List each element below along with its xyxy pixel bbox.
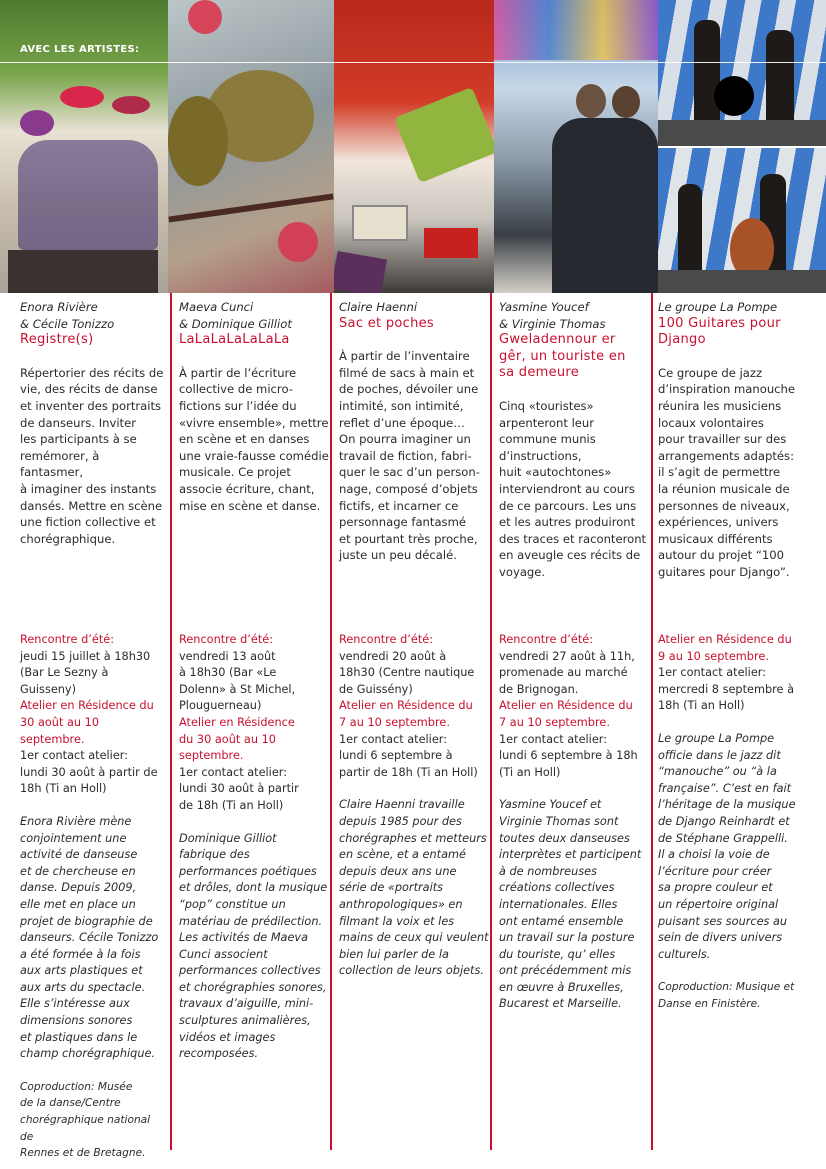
schedule-highlight: Atelier en Résidence du xyxy=(658,633,792,646)
description-line: musicaux différents xyxy=(658,531,773,546)
schedule-line: partir de 18h (Ti an Holl) xyxy=(339,765,478,779)
bio-line: à de nombreuses xyxy=(499,864,597,878)
project-description xyxy=(179,365,331,514)
bio-line: aux arts du spectacle. xyxy=(20,980,146,994)
description-line: musicale. Ce projet xyxy=(179,465,291,480)
description-line: une fiction collective et xyxy=(20,515,156,530)
photo-lalala xyxy=(168,0,334,293)
artist-name: Enora Rivière xyxy=(20,300,98,314)
schedule-line: lundi 6 septembre à xyxy=(339,749,453,763)
description-line: la réunion musicale de xyxy=(658,481,790,496)
figures-shape xyxy=(552,118,658,293)
bio-line: conjointement une xyxy=(20,831,127,845)
bio-line: sculptures animalières, xyxy=(179,1014,311,1028)
bio-line: danse. Depuis 2009, xyxy=(20,881,137,895)
schedule-line: 18h30 (Centre nautique xyxy=(339,666,475,680)
bio-line: Enora Rivière mène xyxy=(20,814,132,828)
description-line: d’instructions, xyxy=(499,448,582,463)
bio-line: en scène, et a entamé xyxy=(339,848,466,862)
figure-shape xyxy=(20,110,54,136)
bio-line: française”. C’est en fait xyxy=(658,781,792,795)
description-line: une vraie-fausse comédie xyxy=(179,448,329,463)
bio-line: Elle s’intéresse aux xyxy=(20,997,130,1011)
schedule-line: 1er contact atelier: xyxy=(339,732,448,746)
artist-name: Yasmine Youcef xyxy=(499,300,589,314)
bio-line: Les activités de Maeva xyxy=(179,931,309,945)
description-line: mise en scène et danse. xyxy=(179,498,321,513)
description-line: travail de fiction, fabri- xyxy=(339,448,472,463)
bio-line: dimensions sonores xyxy=(20,1014,133,1028)
description-line: de poches, dévoiler une xyxy=(339,382,479,397)
description-line: arpenteront leur xyxy=(499,415,595,430)
artist-name: & Virginie Thomas xyxy=(499,316,606,331)
bio-line: toutes deux danseuses xyxy=(499,831,630,845)
bio-line: de Django Reinhardt et xyxy=(658,814,790,828)
description-line: «vivre ensemble», mettre xyxy=(179,415,329,430)
bio-line: Cunci associent xyxy=(179,947,268,961)
schedule-line: de 18h (Ti an Holl) xyxy=(179,798,284,812)
schedule-highlight: Rencontre d’été: xyxy=(20,633,114,646)
bio-line: chorégraphes et metteurs xyxy=(339,831,487,845)
bio-line: puisant ses sources au xyxy=(658,914,788,928)
bio-line: anthropologiques» en xyxy=(339,897,463,911)
schedule-line: de Guissény) xyxy=(339,682,413,696)
column-la-pompe xyxy=(658,299,808,1010)
bio-line: interprètes et participent xyxy=(499,848,642,862)
schedule-highlight: du 30 août au 10 xyxy=(179,732,276,746)
bio-line: un travail sur la posture xyxy=(499,931,635,945)
bio-line: créations collectives xyxy=(499,881,615,895)
schedule-highlight: Rencontre d’été: xyxy=(179,633,273,646)
bio-line: sein de divers univers xyxy=(658,931,783,945)
artist-name: Le groupe La Pompe xyxy=(658,300,778,314)
artist-bio xyxy=(499,797,649,1013)
schedule-line: vendredi 13 août xyxy=(179,649,276,663)
bio-line: filmant la voix et les xyxy=(339,914,455,928)
description-line: huit «autochtones» xyxy=(499,465,612,480)
hat-shape xyxy=(60,86,104,108)
bio-line: recomposées. xyxy=(179,1047,259,1061)
schedule-highlight: 7 au 10 septembre. xyxy=(339,715,450,729)
bio-line: Il a choisi la voie de xyxy=(658,848,770,862)
description-line: Cinq «touristes» xyxy=(499,399,594,413)
schedule-line: 1er contact atelier: xyxy=(499,732,608,746)
schedule-line: 18h (Ti an Holl) xyxy=(658,699,745,713)
project-title: gêr, un touriste en xyxy=(499,348,626,364)
description-line: filmé de sacs à main et xyxy=(339,365,475,380)
description-line: chorégraphique. xyxy=(20,531,116,546)
description-line: fictions sur l’idée du xyxy=(179,398,297,413)
hat-shape xyxy=(112,96,150,114)
schedule-highlight: Atelier en Résidence du xyxy=(20,699,154,713)
description-line: Répertorier des récits de xyxy=(20,365,164,380)
project-title: Sac et poches xyxy=(339,315,434,331)
schedule-line: lundi 30 août à partir xyxy=(179,782,299,796)
schedule-line: vendredi 27 août à 11h, xyxy=(499,649,635,663)
schedule-line: (Ti an Holl) xyxy=(499,765,561,779)
project-description xyxy=(499,398,649,581)
bio-line: collection de leurs objets. xyxy=(339,964,484,978)
bio-line: mains de ceux qui veulent xyxy=(339,931,489,945)
coproduction-line: Danse en Finistère. xyxy=(658,997,761,1010)
head-shape xyxy=(612,86,640,118)
description-line: interviendront au cours xyxy=(499,481,635,496)
bio-line: de Stéphane Grappelli. xyxy=(658,831,788,845)
schedule-line: lundi 30 août à partir de xyxy=(20,765,158,779)
bio-line: et plastiques dans le xyxy=(20,1030,138,1044)
project-header xyxy=(339,299,491,332)
schedule-block xyxy=(20,632,166,1162)
description-line: intimité, son intimité, xyxy=(339,398,464,413)
description-line: et les autres produiront xyxy=(499,515,636,530)
photo-strip xyxy=(0,0,826,293)
bio-line: vidéos et images xyxy=(179,1030,276,1044)
description-line: remémorer, à fantasmer, xyxy=(20,448,100,480)
bio-line: travaux d’aiguille, mini- xyxy=(179,997,314,1011)
description-line: des traces et raconteront xyxy=(499,531,647,546)
header-rule xyxy=(0,62,826,63)
schedule-highlight: Atelier en Résidence du xyxy=(339,699,473,713)
photo-sac xyxy=(334,0,494,293)
description-line: les participants à se xyxy=(20,432,137,447)
bio-line: bien lui parler de la xyxy=(339,947,449,961)
schedule-block xyxy=(499,632,649,1013)
project-header xyxy=(179,299,331,349)
schedule-block xyxy=(179,632,331,1063)
description-line: en aveugle ces récits de xyxy=(499,548,641,563)
bird-shape xyxy=(168,96,228,186)
description-line: autour du projet “100 xyxy=(658,548,784,563)
coproduction-note xyxy=(20,1079,166,1162)
description-line: de danseurs. Inviter xyxy=(20,415,136,430)
bio-line: performances poétiques xyxy=(179,864,317,878)
column-registre xyxy=(20,299,166,1160)
schedule-line: (Bar Le Sezny à Guisseny) xyxy=(20,666,109,696)
bio-line: danseurs. Cécile Tonizzo xyxy=(20,931,159,945)
schedule-line: 18h (Ti an Holl) xyxy=(20,782,107,796)
description-line: locaux volontaires xyxy=(658,415,764,430)
description-line: juste un peu décalé. xyxy=(339,548,457,563)
bio-line: activité de danseuse xyxy=(20,848,138,862)
description-line: nage, composé d’objets xyxy=(339,481,478,496)
description-line: et inventer des portraits xyxy=(20,398,162,413)
bio-line: projet de biographie de xyxy=(20,914,153,928)
bio-line: depuis 1985 pour des xyxy=(339,814,462,828)
schedule-line: Dolenn» à St Michel, xyxy=(179,682,296,696)
bio-line: champ chorégraphique. xyxy=(20,1047,156,1061)
bio-line: ont entamé ensemble xyxy=(499,914,624,928)
bio-line: sa propre couleur et xyxy=(658,881,773,895)
photo-la-pompe-top xyxy=(658,0,826,146)
musician-shape xyxy=(694,20,720,130)
schedule-highlight: Atelier en Résidence du xyxy=(499,699,633,713)
project-header xyxy=(658,299,808,349)
bio-line: a été formée à la fois xyxy=(20,947,141,961)
fairground-shape xyxy=(494,0,658,60)
project-header xyxy=(20,299,166,349)
bio-line: du touriste, qu’ elles xyxy=(499,947,616,961)
description-line: personnage fantasmé xyxy=(339,515,467,530)
description-line: collective de micro- xyxy=(179,382,293,397)
description-line: à imaginer des instants xyxy=(20,481,157,496)
description-line: À partir de l’inventaire xyxy=(339,349,470,364)
wallet-shape xyxy=(394,87,494,183)
description-line: en scène et en danses xyxy=(179,432,310,447)
artist-name: & Dominique Gilliot xyxy=(179,316,292,331)
schedule-highlight: Atelier en Résidence xyxy=(179,715,295,729)
description-line: reflet d’une époque… xyxy=(339,415,465,430)
bio-line: ont précédemment mis xyxy=(499,964,632,978)
bio-line: l’écriture pour créer xyxy=(658,864,772,878)
description-line: fictifs, et incarner ce xyxy=(339,498,459,513)
description-line: guitares pour Django”. xyxy=(658,564,790,579)
box-shape xyxy=(424,228,478,258)
ground-shape xyxy=(658,270,826,293)
bio-line: depuis deux ans une xyxy=(339,864,457,878)
bio-line: Le groupe La Pompe xyxy=(658,731,775,745)
schedule-line: mercredi 8 septembre à xyxy=(658,682,795,696)
description-line: expériences, univers xyxy=(658,515,779,530)
schedule-line: jeudi 15 juillet à 18h30 xyxy=(20,649,151,663)
musician-shape xyxy=(766,30,794,134)
artist-name: Claire Haenni xyxy=(339,300,418,314)
schedule-line: lundi 6 septembre à 18h xyxy=(499,749,638,763)
schedule-block xyxy=(339,632,491,980)
description-line: dansés. Mettre en scène xyxy=(20,498,163,513)
artist-name: Maeva Cunci xyxy=(179,300,254,314)
schedule-line: de Brignogan. xyxy=(499,682,579,696)
project-title: sa demeure xyxy=(499,365,580,381)
schedule-line: 1er contact atelier: xyxy=(179,765,288,779)
box-shape xyxy=(334,251,387,293)
project-title: Gweladennour er xyxy=(499,332,616,348)
schedule-line: Plouguerneau) xyxy=(179,699,262,713)
schedule-line: promenade au marché xyxy=(499,666,628,680)
bio-line: et chorégraphies sonores, xyxy=(179,980,327,994)
description-line: voyage. xyxy=(499,564,546,579)
schedule-highlight: 7 au 10 septembre. xyxy=(499,715,610,729)
artist-name: & Cécile Tonizzo xyxy=(20,316,115,331)
bio-line: elle met en place un xyxy=(20,897,136,911)
description-line: Ce groupe de jazz xyxy=(658,365,763,380)
schedule-highlight: 30 août au 10 septembre. xyxy=(20,715,100,746)
schedule-highlight: septembre. xyxy=(179,749,244,763)
description-line: quer le sac d’un person- xyxy=(339,465,480,480)
project-header xyxy=(499,299,649,382)
bio-line: série de «portraits xyxy=(339,881,444,895)
project-title: Django xyxy=(658,332,706,348)
bio-line: Yasmine Youcef et xyxy=(499,798,602,812)
description-line: personnes de niveaux, xyxy=(658,498,790,513)
bio-line: performances collectives xyxy=(179,964,321,978)
description-line: commune munis xyxy=(499,432,596,447)
project-description xyxy=(20,365,166,548)
description-line: d’inspiration manouche xyxy=(658,382,796,397)
bio-line: et drôles, dont la musique xyxy=(179,881,328,895)
coproduction-line: chorégraphique national de xyxy=(20,1114,151,1143)
schedule-highlight: Rencontre d’été: xyxy=(499,633,593,646)
column-gweladennour xyxy=(499,299,649,1011)
project-title: Registre(s) xyxy=(20,332,94,348)
bio-line: matériau de prédilection. xyxy=(179,914,323,928)
description-line: il s’agit de permettre xyxy=(658,465,781,480)
column-sac-et-poches xyxy=(339,299,491,978)
description-line: On pourra imaginer un xyxy=(339,432,471,447)
schedule-highlight: Rencontre d’été: xyxy=(339,633,433,646)
schedule-line: à 18h30 (Bar «Le xyxy=(179,666,277,680)
artist-bio xyxy=(339,797,491,980)
bio-line: “pop” constitue un xyxy=(179,897,286,911)
description-line: vie, des récits de danse xyxy=(20,382,158,397)
bio-line: aux arts plastiques et xyxy=(20,964,143,978)
coproduction-line: Coproduction: Musique et xyxy=(658,981,795,994)
schedule-line: 1er contact atelier: xyxy=(20,749,129,763)
description-line: et pourtant très proche, xyxy=(339,531,478,546)
bio-line: fabrique des xyxy=(179,848,250,862)
description-line: arrangements adaptés: xyxy=(658,448,794,463)
coproduction-note xyxy=(658,979,808,1012)
project-description xyxy=(339,348,491,564)
flower-shape xyxy=(278,222,318,262)
bio-line: l’héritage de la musique xyxy=(658,798,796,812)
section-label: AVEC LES ARTISTES: xyxy=(20,44,140,55)
description-line: À partir de l’écriture xyxy=(179,365,297,380)
bio-line: Virginie Thomas sont xyxy=(499,814,619,828)
branch-shape xyxy=(168,193,333,222)
description-line: réunira les musiciens xyxy=(658,398,782,413)
device-shape xyxy=(352,205,408,241)
flower-shape xyxy=(188,0,222,34)
bio-line: “manouche” ou “à la xyxy=(658,765,777,779)
musician-shape xyxy=(678,184,702,284)
bio-line: Dominique Gilliot xyxy=(179,831,277,845)
project-title: 100 Guitares pour xyxy=(658,315,781,331)
bio-line: un répertoire original xyxy=(658,897,779,911)
project-title: LaLaLaLaLaLaLa xyxy=(179,332,290,348)
bio-line: Bucarest et Marseille. xyxy=(499,997,622,1011)
artist-bio xyxy=(658,731,808,963)
schedule-line: 1er contact atelier: xyxy=(658,666,767,680)
coproduction-line: Coproduction: Musée xyxy=(20,1080,133,1093)
coproduction-line: Rennes et de Bretagne. xyxy=(20,1147,146,1160)
bio-line: officie dans le jazz dit xyxy=(658,748,781,762)
head-shape xyxy=(576,84,606,118)
bio-line: en œuvre à Bruxelles, xyxy=(499,980,624,994)
description-line: associe écriture, chant, xyxy=(179,481,315,496)
bio-line: culturels. xyxy=(658,947,711,961)
photo-gweladennour xyxy=(494,0,658,293)
column-lalala xyxy=(179,299,331,1061)
case-shape xyxy=(714,76,754,116)
schedule-block xyxy=(658,632,808,1012)
ground-shape xyxy=(658,120,826,146)
coproduction-line: de la danse/Centre xyxy=(20,1097,121,1110)
artist-bio xyxy=(20,814,166,1063)
bio-line: internationales. Elles xyxy=(499,897,618,911)
bio-line: Claire Haenni travaille xyxy=(339,798,465,812)
schedule-highlight: 9 au 10 septembre. xyxy=(658,649,769,663)
description-line: pour travailler sur des xyxy=(658,432,787,447)
project-description xyxy=(658,365,808,581)
schedule-line: vendredi 20 août à xyxy=(339,649,447,663)
figures-shape xyxy=(18,140,158,250)
bio-line: et de chercheuse en xyxy=(20,864,136,878)
column-separator xyxy=(651,293,653,1150)
column-separator xyxy=(170,293,172,1150)
description-line: de ce parcours. Les uns xyxy=(499,498,637,513)
artist-bio xyxy=(179,831,331,1063)
photo-la-pompe-bottom xyxy=(658,148,826,293)
ground-shape xyxy=(8,250,158,293)
